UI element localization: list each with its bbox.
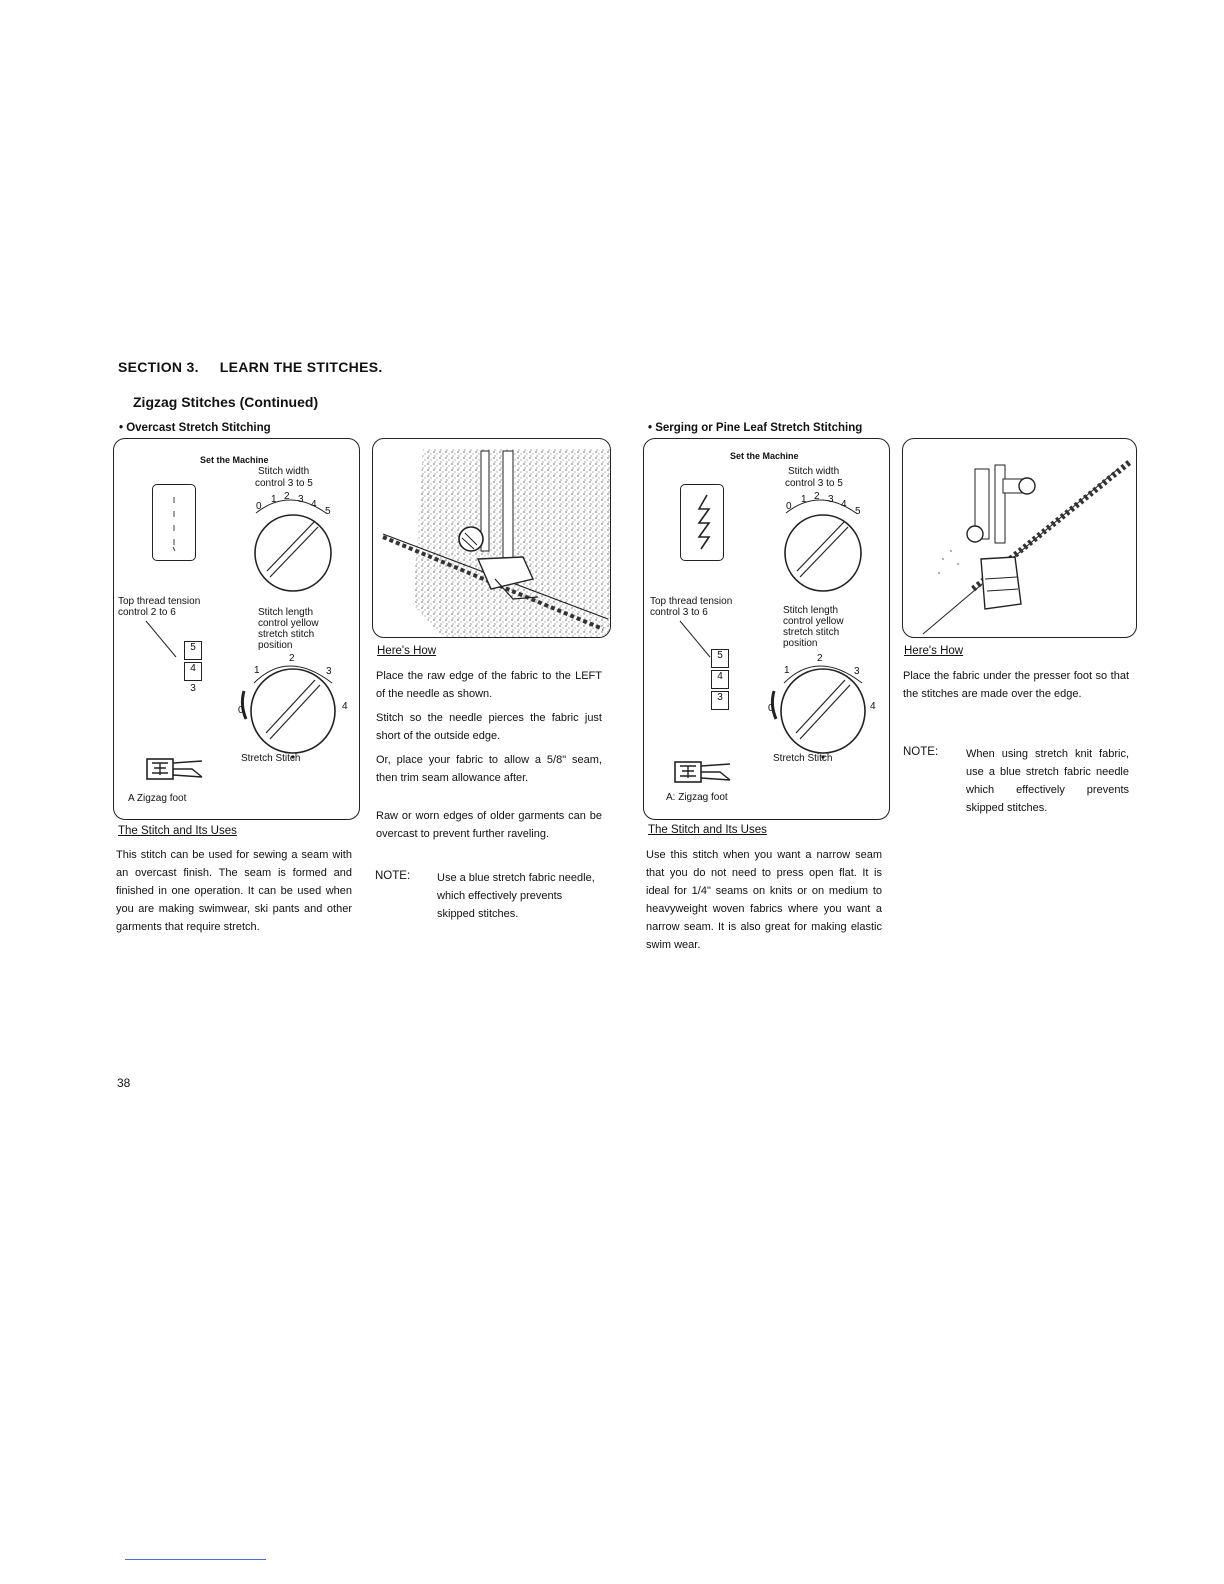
tension-dial-icon [711, 649, 729, 711]
tension-number-3: 3 [190, 683, 196, 694]
overcast-note-text: Use a blue stretch fabric needle, which effectively prevents skipped stitches. [437, 872, 595, 920]
overcast-step-1: Place the raw edge of the fabric to the LEFT of the needle as shown. [376, 670, 602, 700]
overcast-step-4: Raw or worn edges of older garments can be overcast to prevent further raveling. [376, 810, 602, 840]
length-label-1: Stitch length [258, 607, 314, 618]
tension-label-2: control 3 to 6 [650, 607, 708, 618]
width-tick-5: 5 [855, 506, 861, 517]
serging-uses-heading: The Stitch and Its Uses [648, 824, 767, 836]
length-label-3: stretch stitch [258, 629, 315, 640]
stretch-stitch-label: Stretch Stitch [773, 753, 833, 764]
overcast-uses-text: This stitch can be used for sewing a seam with an overcast finish. The seam is formed and finished in one operation. It can be used when you are making swimwear, ski pants and other garments that require stretch. [116, 849, 352, 933]
length-label-1: Stitch length [783, 605, 839, 616]
serging-uses-text: Use this stitch when you want a narrow seam that you do not need to press open flat. It is ideal for 1/4" seams on knits or on medium to heavyweight woven fabrics where you want a narrow seam. It is also great for making elastic swim wear. [646, 849, 882, 951]
overcast-uses-heading: The Stitch and Its Uses [118, 825, 237, 837]
stitch-preview-icon [680, 484, 724, 561]
tension-number-4: 4 [184, 662, 202, 681]
tension-number-4: 4 [711, 670, 729, 689]
length-tick-4: 4 [870, 701, 876, 712]
presser-foot-illustration-icon [373, 439, 610, 637]
serging-illustration [902, 438, 1137, 638]
page-subtitle: Zigzag Stitches (Continued) [133, 394, 319, 410]
foot-caption: A: Zigzag foot [666, 792, 728, 803]
width-tick-1: 1 [271, 494, 277, 505]
length-tick-2: 2 [289, 653, 295, 664]
width-label-2: control 3 to 5 [255, 478, 313, 489]
overcast-note-label: NOTE: [375, 870, 411, 882]
width-label-2: control 3 to 5 [785, 478, 843, 489]
width-tick-1: 1 [801, 494, 807, 505]
serging-note-text: When using stretch knit fabric, use a blue stretch fabric needle which effectively prevents skipped stitches. [966, 748, 1129, 814]
length-tick-3: 3 [326, 666, 332, 677]
length-tick-2: 2 [817, 653, 823, 664]
overcast-illustration [372, 438, 611, 638]
length-label-4: position [783, 638, 818, 649]
serging-note-label: NOTE: [903, 746, 939, 758]
section-title: SECTION 3. LEARN THE STITCHES. [118, 359, 383, 375]
width-tick-3: 3 [298, 494, 304, 505]
tension-number-5: 5 [184, 641, 202, 660]
foot-caption: A Zigzag foot [128, 793, 187, 804]
overcast-step-3: Or, place your fabric to allow a 5/8" seam, then trim seam allowance after. [376, 754, 602, 784]
footer-rule [125, 1559, 266, 1560]
length-tick-1: 1 [784, 665, 790, 676]
stretch-stitch-label: Stretch Stitch [241, 753, 301, 764]
tension-label-2: control 2 to 6 [118, 607, 176, 618]
tension-number-3: 3 [711, 691, 729, 710]
length-label-2: control yellow [783, 616, 844, 627]
length-label-3: stretch stitch [783, 627, 840, 638]
width-label-1: Stitch width [258, 466, 310, 477]
length-tick-0: 0 [238, 705, 244, 716]
tension-label-1: Top thread tension [650, 596, 733, 607]
set-machine-label: Set the Machine [200, 455, 269, 465]
tension-label-1: Top thread tension [118, 596, 201, 607]
tension-number-5: 5 [711, 649, 729, 668]
length-tick-3: 3 [854, 666, 860, 677]
zigzag-foot-icon [146, 757, 206, 781]
width-tick-4: 4 [311, 499, 317, 510]
width-tick-0: 0 [786, 501, 792, 512]
length-label-2: control yellow [258, 618, 319, 629]
width-label-1: Stitch width [788, 466, 840, 477]
serging-step-1: Place the fabric under the presser foot so that the stitches are made over the edge. [903, 670, 1129, 700]
tension-pointer-line [144, 619, 184, 659]
width-tick-0: 0 [256, 501, 262, 512]
set-machine-label: Set the Machine [730, 451, 799, 461]
presser-foot-illustration-icon [903, 439, 1136, 637]
length-tick-1: 1 [254, 665, 260, 676]
zigzag-foot-icon [674, 760, 734, 784]
width-tick-3: 3 [828, 494, 834, 505]
overcast-heres-how: Here's How [377, 645, 437, 657]
stitch-preview-icon [152, 484, 196, 561]
serging-heres-how: Here's How [904, 645, 964, 657]
overcast-setup-panel [113, 438, 360, 820]
width-tick-2: 2 [814, 491, 820, 502]
length-label-4: position [258, 640, 293, 651]
length-tick-0: 0 [768, 703, 774, 714]
width-tick-5: 5 [325, 506, 331, 517]
overcast-step-2: Stitch so the needle pierces the fabric just short of the outside edge. [376, 712, 602, 742]
serging-setup-panel [643, 438, 890, 820]
page-number: 38 [117, 1076, 131, 1090]
length-tick-4: 4 [342, 701, 348, 712]
serging-stretch-title: • Serging or Pine Leaf Stretch Stitching [648, 422, 863, 434]
width-tick-2: 2 [284, 491, 290, 502]
overcast-stretch-title: • Overcast Stretch Stitching [119, 422, 271, 434]
width-tick-4: 4 [841, 499, 847, 510]
tension-dial-icon [184, 641, 202, 703]
